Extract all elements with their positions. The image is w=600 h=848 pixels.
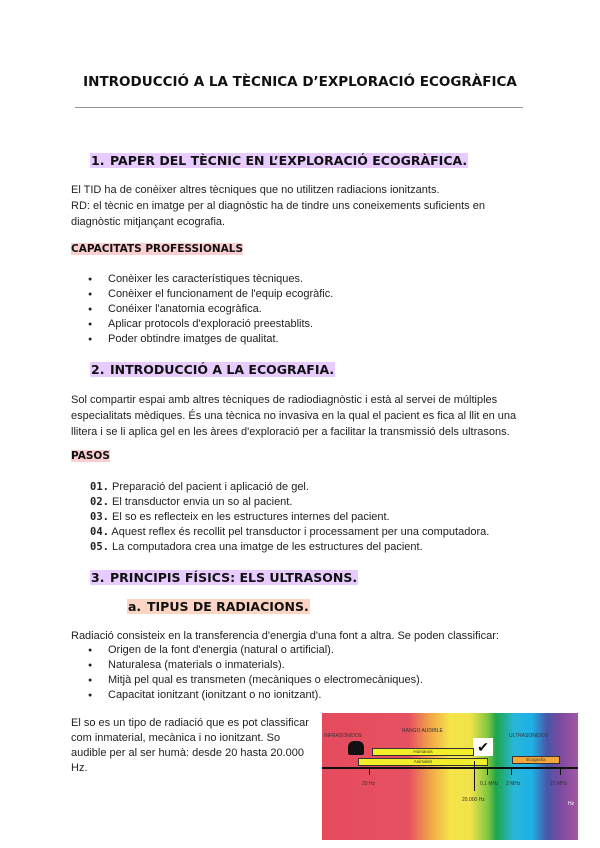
list-item: ● Naturalesa (materials o inmaterials). — [88, 658, 423, 673]
section-1-heading: 1. PAPER DEL TÈCNIC EN L’EXPLORACIÓ ECOGRÀFICA. — [91, 153, 468, 168]
list-item: ● Conèixer les característiques tècniques. — [88, 272, 333, 287]
step-item: 03. El so es reflecteix en les estructures internes del pacient. — [90, 511, 390, 523]
list-item: ● Conèixer el funcionament de l'equip ecogràfic. — [88, 287, 333, 302]
step-item: 01. Preparació del pacient i aplicació de gel. — [90, 481, 309, 493]
radiacio-list — [88, 643, 423, 703]
radiacio-intro: Radiació consisteix en la transferencia d'energia d'una font a altra. Se poden classificar: — [71, 630, 499, 642]
unit-label: Hz — [568, 801, 575, 807]
list-item: ● Mitjà pel qual es transmeten (mecàniques o electromecàniques). — [88, 673, 423, 688]
document-title: INTRODUCCIÓ A LA TÈCNICA D’EXPLORACIÓ ECOGRÀFICA — [83, 74, 517, 90]
ultrasound-label: ULTRASONIDOS — [509, 733, 549, 739]
so-paragraph: El so es un tipo de radiació que es pot classificar com inmaterial, mecànica i no ionitzant. So audible per al ser humà: desde 20 hasta 20.000 Hz. — [71, 717, 309, 774]
sound-spectrum-figure — [322, 713, 578, 840]
tick-label: 0,1 MHz — [480, 781, 499, 787]
infrasound-label: INFRASONIDOS — [324, 733, 363, 739]
tick-label: 20.000 Hz — [462, 797, 485, 803]
elephant-icon — [348, 741, 364, 755]
pasos-label: PASOS — [71, 450, 110, 462]
frequency-axis — [322, 767, 578, 769]
step-item: 04. Aquest reflex és recollit pel transductor i processament per una computadora. — [90, 526, 490, 538]
list-item: ● Capacitat ionitzant (ionitzant o no ionitzant). — [88, 688, 423, 703]
step-item: 05. La computadora crea una imatge de les estructures del pacient. — [90, 541, 423, 553]
tick-label: 2 MHz — [506, 781, 521, 787]
pasos-list — [90, 480, 489, 555]
audible-label: RANGO AUDIBLE — [402, 728, 443, 734]
section-1-paragraph: El TID ha de conèixer altres tècniques que no utilitzen radiacions ionitzants. RD: el tècnic en imatge per al diagnòstic ha de tindre uns coneixements suficients en diagnòstic mitjançant ecografia. — [71, 184, 485, 228]
section-2-heading: 2. INTRODUCCIÓ A LA ECOGRAFIA. — [91, 362, 335, 377]
capacitats-label: CAPACITATS PROFESSIONALS — [71, 243, 244, 255]
section-3-heading: 3. PRINCIPIS FÍSICS: ELS ULTRASONS. — [91, 570, 358, 585]
list-item: ● Aplicar protocols d'exploració preestablits. — [88, 317, 333, 332]
list-item: ● Origen de la font d'energia (natural o artificial). — [88, 643, 423, 658]
list-item: ● Conéixer l'anatomia ecogràfica. — [88, 302, 333, 317]
ecography-range-bar: Ecografía — [512, 756, 560, 764]
capacitats-list — [88, 272, 333, 347]
animal-range-bar: Animales — [358, 758, 488, 766]
section-3a-heading: a. TIPUS DE RADIACIONS. — [128, 599, 309, 614]
human-range-bar: Humanos — [372, 748, 474, 756]
bat-icon: ✔ — [473, 738, 493, 756]
section-2-paragraph: Sol compartir espai amb altres tècniques de radiodiagnòstic i està al servei de múltiples especialitats mèdiques. És una tècnica no invasiva en la qual el pacient es fica al llit en una llitera i se li aplica gel en les àrees d'exploració per a facilitar la transmissió dels ultrasons. — [71, 394, 517, 438]
list-item: ● Poder obtindre imatges de qualitat. — [88, 332, 333, 347]
title-divider — [75, 107, 523, 108]
tick-label: 15 MHz — [550, 781, 568, 787]
tick-label: 20 Hz — [362, 781, 376, 787]
step-item: 02. El transductor envia un so al pacient. — [90, 496, 293, 508]
